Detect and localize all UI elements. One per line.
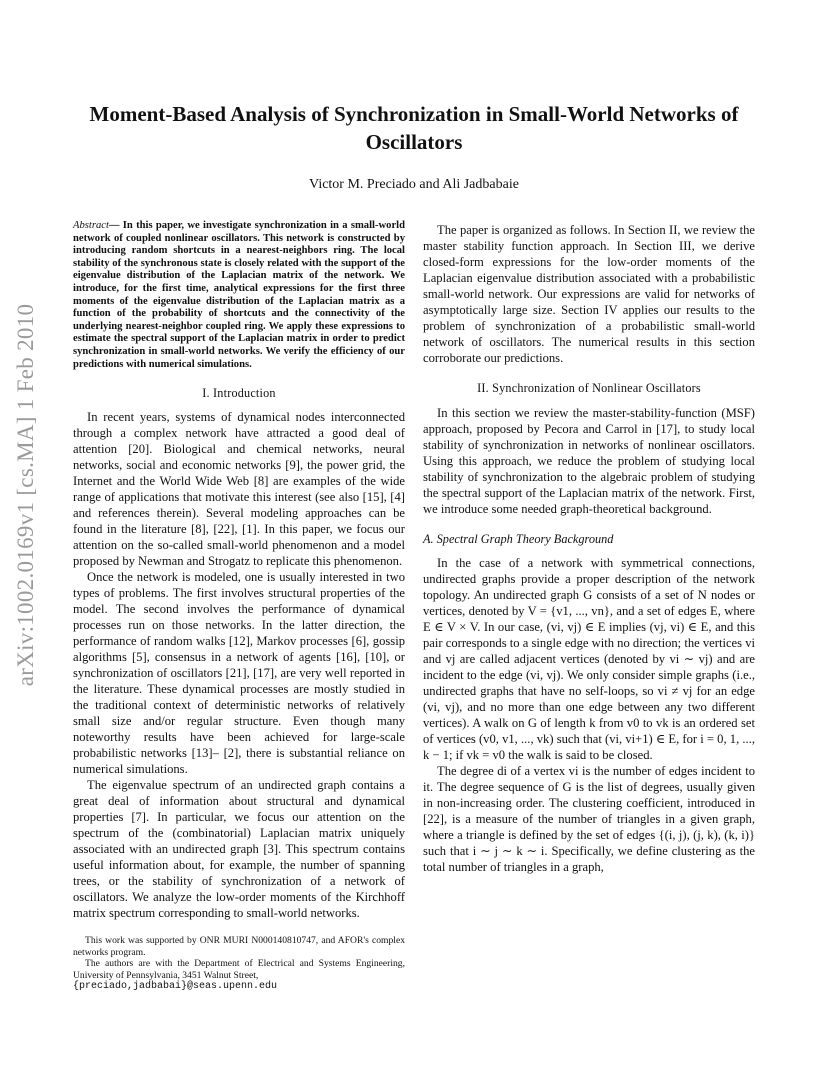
footnote-funding: This work was supported by ONR MURI N000140810747, and AFOR's complex networks program.: [73, 935, 405, 958]
abstract-text: — In this paper, we investigate synchronization in a small-world network of coupled nonlinear oscillators. This network is constructed by introducing random shortcuts in a nearest-neighbors ring. The local stability of the synchronous state is closely related with the support of the eigenvalue distribution of the Laplacian matrix of the network. We introduce, for the first time, analytical expressions for the first three moments of the eigenvalue distribution of the Laplacian matrix as a function of the probability of shortcuts and the connectivity of the underlying nearest-neighbor coupled ring. We apply these expressions to estimate the spectral support of the Laplacian matrix in order to predict synchronization in small-world networks. We verify the efficiency of our predictions with numerical simulations.: [73, 220, 405, 370]
footnote-email: {preciado,jadbabai}@seas.upenn.edu: [73, 981, 278, 992]
left-column: [73, 220, 405, 921]
paper-title: Moment-Based Analysis of Synchronization in Small-World Networks of Oscillators: [89, 102, 739, 154]
footnotes: [73, 935, 405, 993]
abstract: [73, 220, 405, 371]
subsection-heading-spectral: A. Spectral Graph Theory Background: [423, 532, 614, 546]
arxiv-id: arXiv:1002.0169v1 [cs.MA] 1 Feb 2010: [13, 303, 38, 687]
arxiv-side-stamp: [12, 265, 40, 725]
section-heading-introduction: I. Introduction: [202, 386, 276, 401]
footnote-affiliation: The authors are with the Department of Electrical and Systems Engineering, University of Pennsylvania, 3451 Walnut Street,: [73, 958, 405, 981]
paragraph: In the case of a network with symmetrical connections, undirected graphs provide a proper description of the network topology. An undirected graph G consists of a set of N nodes or vertices, denoted by V = {v1, ..., vn}, and a set of edges E, where E ∈ V × V. In our case, (vi, vj) ∈ E implies (vj, vi) ∈ E, and this pair corresponds to a single edge with no direction; the vertices vi and vj are called adjacent vertices (denoted by vi ∼ vj) and are incident to the edge (vi, vj). We only consider simple graphs (i.e., undirected graphs that have no self-loops, so vi ≠ vj for an edge (vi, vj), and no more than one edge between any two different vertices). A walk on G of length k from v0 to vk is an ordered set of vertices (v0, v1, ..., vk) such that (vi, vi+1) ∈ E, for i = 0, 1, ..., k − 1; if vk = v0 the walk is said to be closed.: [423, 556, 755, 762]
paragraph: In recent years, systems of dynamical nodes interconnected through a complex network have attracted a good deal of attention [20]. Biological and chemical networks, neural networks, social and economic networks [9], the power grid, the Internet and the World Wide Web [8] are examples of the wide range of applications that motivate this interest (see also [15], [4] and references therein). Several modeling approaches can be found in the literature [8], [22], [1]. In this paper, we focus our attention on the so-called small-world phenomenon and a model proposed by Newman and Strogatz to replicate this phenomenon.: [73, 410, 405, 569]
paragraph: Once the network is modeled, one is usually interested in two types of problems. The first involves structural properties of the model. The second involves the performance of dynamical processes run on those networks. In the latter direction, the performance of random walks [12], Markov processes [6], gossip algorithms [5], consensus in a network of agents [16], [10], or synchronization of oscillators [21], [17], are very well reported in the literature. These dynamical processes are mostly studied in the traditional context of deterministic networks of relatively small size and/or regular structure. Even though many noteworthy results have been achieved for large-scale probabilistic networks [13]– [2], there is substantial reliance on numerical simulations.: [73, 570, 405, 777]
paragraph: The degree di of a vertex vi is the number of edges incident to it. The degree sequence of G is the list of degrees, usually given in non-increasing order. The clustering coefficient, introduced in [22], is a measure of the number of triangles in a given graph, where a triangle is defined by the set of edges {(i, j), (j, k), (k, i)} such that i ∼ j ∼ k ∼ i. Specifically, we define clustering as the total number of triangles in a graph,: [423, 764, 755, 874]
paper-authors: Victor M. Preciado and Ali Jadbabaie: [309, 177, 519, 192]
section-heading-synchronization: II. Synchronization of Nonlinear Oscillators: [477, 381, 701, 395]
paragraph: In this section we review the master-stability-function (MSF) approach, proposed by Pecora and Carrol in [17], to study local stability of synchronization in networks of nonlinear oscillators. Using this approach, we reduce the problem of studying local stability of synchronization to the algebraic problem of studying the spectral support of the Laplacian matrix of the network. First, we introduce some needed graph-theoretical background.: [423, 406, 755, 516]
paragraph: The paper is organized as follows. In Section II, we review the master stability function approach. In Section III, we derive closed-form expressions for the low-order moments of the Laplacian eigenvalue distribution associated with a probabilistic small-world network. Our expressions are valid for networks of asymptotically large size. Section IV applies our results to the problem of synchronization of a probabilistic small-world network of oscillators. The numerical results in this section corroborate our predictions.: [423, 223, 755, 365]
right-column: [423, 222, 755, 875]
paragraph: The eigenvalue spectrum of an undirected graph contains a great deal of information about structural and dynamical properties [7]. In particular, we focus our attention on the spectrum of the (combinatorial) Laplacian matrix uniquely associated with an undirected graph [3]. This spectrum contains useful information about, for example, the number of spanning trees, or the stability of synchronization of a network of oscillators. We analyze the low-order moments of the Kirchhoff matrix spectrum corresponding to small-world networks.: [73, 778, 405, 921]
abstract-label: Abstract: [73, 220, 109, 231]
